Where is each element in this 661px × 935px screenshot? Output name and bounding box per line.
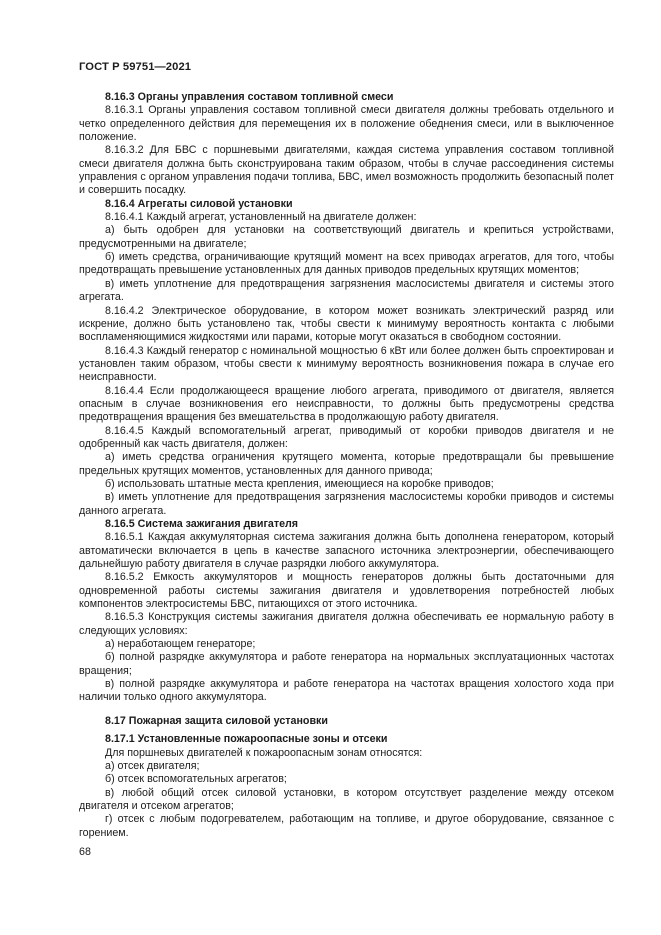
paragraph: б) отсек вспомогательных агрегатов; <box>105 773 287 786</box>
paragraph: 8.16.4.4 Если продолжающееся вращение любого агрегата, приводимого от двигателя, является опасным в случае возникновения его неисправности, то должны быть предусмотрены средства предотвращения вращения без вмешательства в продолжающую работу двигателя. <box>79 384 614 424</box>
section-heading: 8.16.4 Агрегаты силовой установки <box>105 197 293 210</box>
paragraph: б) иметь средства, ограничивающие крутящий момент на всех приводах агрегатов, для того, чтобы предотвращать превышение установленных для данных приводов предельных крутящих моментов; <box>79 251 614 277</box>
paragraph: а) отсек двигателя; <box>105 759 200 772</box>
paragraph: 8.16.3.1 Органы управления составом топливной смеси двигателя должны требовать отдельного и четко определенного действия для перемещения их в положение обеднения смеси, или в выключенное положение. <box>79 104 614 144</box>
document-header: ГОСТ Р 59751—2021 <box>79 61 192 73</box>
paragraph: 8.16.5.1 Каждая аккумуляторная система зажигания должна быть дополнена генератором, который автоматически включается в цепь в качестве запасного источника электроэнергии, обеспечивающего дальнейшую работу двигателя в случае разрядки любого аккумулятора. <box>79 531 614 571</box>
paragraph: Для поршневых двигателей к пожароопасным зонам относятся: <box>105 746 423 759</box>
paragraph: б) использовать штатные места крепления, имеющиеся на коробке приводов; <box>105 477 494 490</box>
paragraph: б) полной разрядке аккумулятора и работе генератора на нормальных эксплуатационных частотах вращения; <box>79 651 614 677</box>
paragraph: а) неработающем генераторе; <box>105 638 256 651</box>
paragraph: 8.16.5.2 Емкость аккумуляторов и мощность генераторов должны быть достаточными для одновременной работы системы зажигания двигателя и удовлетворения потребностей любых компонентов электросистемы БВС, питающихся от этого источника. <box>79 571 614 611</box>
paragraph: в) полной разрядке аккумулятора и работе генератора на частотах вращения холостого хода при наличии только одного аккумулятора. <box>79 678 614 704</box>
section-heading: 8.17.1 Установленные пожароопасные зоны и отсеки <box>105 733 388 746</box>
paragraph: 8.16.3.2 Для БВС с поршневыми двигателями, каждая система управления составом топливной смеси двигателя должна быть сконструирована таким образом, чтобы в случае рассоединения системы управления с органом управления подачи топлива, БВС, имел возможность продолжить безопасный полет и совершить посадку. <box>79 144 614 197</box>
paragraph: 8.16.5.3 Конструкция системы зажигания двигателя должна обеспечивать ее нормальную работу в следующих условиях: <box>79 611 614 637</box>
chapter-heading: 8.17 Пожарная защита силовой установки <box>105 714 328 727</box>
paragraph: а) быть одобрен для установки на соответствующий двигатель и крепиться устройствами, предусмотренными на двигателе; <box>79 224 614 250</box>
paragraph: в) иметь уплотнение для предотвращения загрязнения маслосистемы коробки приводов и системы данного агрегата. <box>79 491 614 517</box>
document-body <box>79 91 614 840</box>
paragraph: в) любой общий отсек силовой установки, в котором отсутствует разделение между отсеком двигателя и отсеком агрегатов; <box>79 786 614 812</box>
page-number: 68 <box>79 846 91 858</box>
paragraph: в) иметь уплотнение для предотвращения загрязнения маслосистемы двигателя и системы этого агрегата. <box>79 277 614 304</box>
section-heading: 8.16.5 Система зажигания двигателя <box>105 518 299 530</box>
paragraph: 8.16.4.5 Каждый вспомогательный агрегат, приводимый от коробки приводов двигателя и не одобренный как часть двигателя, должен: <box>79 424 614 450</box>
section-heading: 8.16.3 Органы управления составом топливной смеси <box>105 91 394 103</box>
paragraph: г) отсек с любым подогревателем, работающим на топливе, и другое оборудование, связанное с горением. <box>79 813 614 839</box>
paragraph: 8.16.4.3 Каждый генератор с номинальной мощностью 6 кВт или более должен быть спроектирован и установлен таким образом, чтобы свести к минимуму вероятность возникновения пожара в случае его неисправности. <box>79 344 614 384</box>
paragraph: а) иметь средства ограничения крутящего момента, которые предотвращали бы превышение предельных крутящих моментов, установленных для данного привода; <box>79 451 614 477</box>
paragraph: 8.16.4.1 Каждый агрегат, установленный на двигателе должен: <box>105 211 417 224</box>
paragraph: 8.16.4.2 Электрическое оборудование, в котором может возникать электрический разряд или искрение, должно быть установлено так, чтобы свести к минимуму вероятность контакта с любыми воспламеняющимися жидкостями или парами, которые могут оказаться в свободном состоянии. <box>79 304 614 344</box>
